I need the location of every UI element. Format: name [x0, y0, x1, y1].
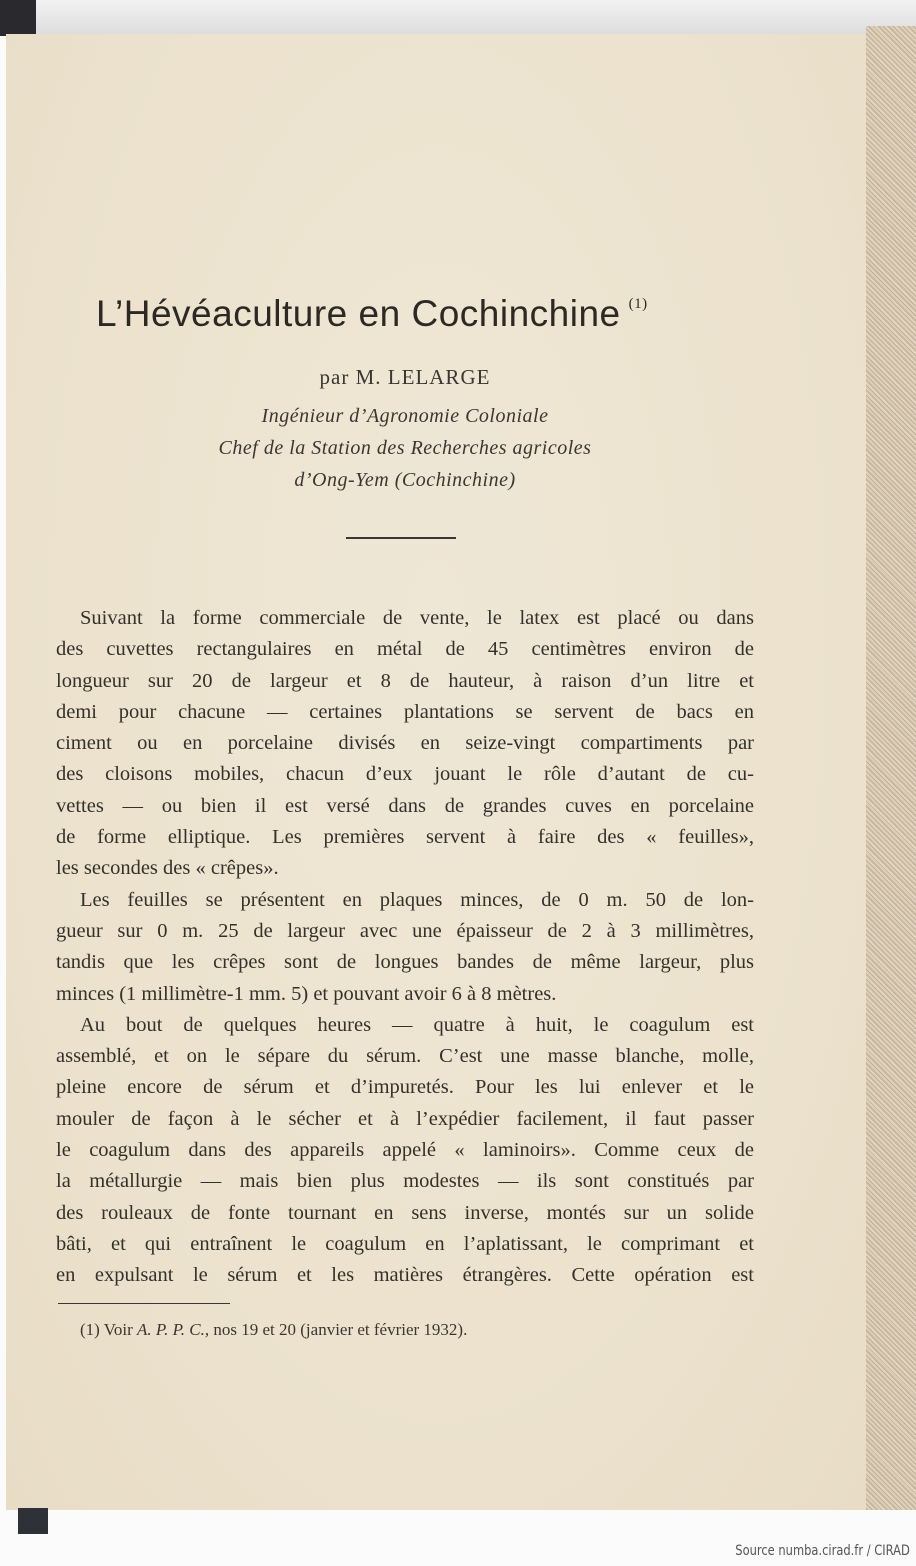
text-line: en expulsant le sérum et les matières étrangères. Cette opération est — [56, 1264, 754, 1287]
text-line: des cloisons mobiles, chacun d’eux jouant le rôle d’autant de cu- — [56, 763, 754, 786]
footnote-pre: Voir — [103, 1320, 133, 1339]
affiliation-line: Ingénieur d’Agronomie Coloniale — [261, 405, 549, 427]
text-line: demi pour chacune — certaines plantations se servent de bacs en — [56, 700, 754, 723]
text-line: pleine encore de sérum et d’impuretés. Pour les lui enlever et le — [56, 1076, 754, 1099]
text-line: longueur sur 20 de largeur et 8 de hauteur, à raison d’un litre et — [56, 669, 754, 692]
text-line: les secondes des « crêpes». — [56, 857, 279, 880]
text-line: ciment ou en porcelaine divisés en seize-vingt compartiments par — [56, 732, 754, 755]
affiliation-line: d’Ong-Yem (Cochinchine) — [294, 469, 516, 491]
text-line: Suivant la forme commerciale de vente, le latex est placé ou dans — [80, 607, 754, 629]
title-text: L’Hévéaculture en Cochinchine — [96, 293, 621, 334]
text-line: Les feuilles se présentent en plaques minces, de 0 m. 50 de lon- — [80, 888, 754, 911]
title-footnote-mark: (1) — [628, 296, 648, 312]
text-line: le coagulum dans des appareils appelé « laminoirs». Comme ceux de — [56, 1139, 754, 1162]
article-body — [56, 603, 754, 1292]
text-line: des cuvettes rectangulaires en métal de 45 centimètres environ de — [56, 638, 754, 661]
text-line: gueur sur 0 m. 25 de largeur avec une épaisseur de 2 à 3 millimètres, — [56, 919, 754, 942]
text-line: minces (1 millimètre-1 mm. 5) et pouvant avoir 6 à 8 mètres. — [56, 982, 557, 1005]
footnote-separator — [58, 1303, 230, 1304]
text-line: mouler de façon à le sécher et à l’expédier facilement, il faut passer — [56, 1107, 754, 1130]
scan-corner — [18, 1508, 48, 1534]
footnote-mark: (1) — [80, 1320, 100, 1339]
text-line: Au bout de quelques heures — quatre à huit, le coagulum est — [80, 1013, 754, 1036]
text-line: bâti, et qui entraînent le coagulum en l’aplatissant, le comprimant et — [56, 1232, 754, 1255]
text-line: la métallurgie — mais bien plus modestes — ils sont constitués par — [56, 1170, 754, 1193]
scan-background-top — [0, 0, 916, 36]
footnote-post: nos 19 et 20 (janvier et février 1932). — [213, 1320, 468, 1339]
text-line: assemblé, et on le sépare du sérum. C’est une masse blanche, molle, — [56, 1045, 754, 1068]
author-line: par M. LELARGE — [319, 365, 491, 389]
scan-corner — [0, 0, 36, 36]
text-line: des rouleaux de fonte tournant en sens inverse, montés sur un solide — [56, 1201, 754, 1224]
text-line: de forme elliptique. Les premières servent à faire des « feuilles», — [56, 826, 754, 849]
title-separator — [346, 537, 456, 539]
article-title — [96, 293, 648, 335]
footnote-journal: A. P. P. C., — [137, 1320, 210, 1339]
page-edge-texture — [866, 26, 916, 1510]
footnote — [80, 1320, 467, 1340]
source-credit: Source numba.cirad.fr / CIRAD — [735, 1543, 910, 1559]
affiliation-line: Chef de la Station des Recherches agricoles — [218, 437, 592, 459]
text-line: tandis que les crêpes sont de longues bandes de même largeur, plus — [56, 951, 754, 974]
text-line: vettes — ou bien il est versé dans de grandes cuves en porcelaine — [56, 794, 754, 817]
